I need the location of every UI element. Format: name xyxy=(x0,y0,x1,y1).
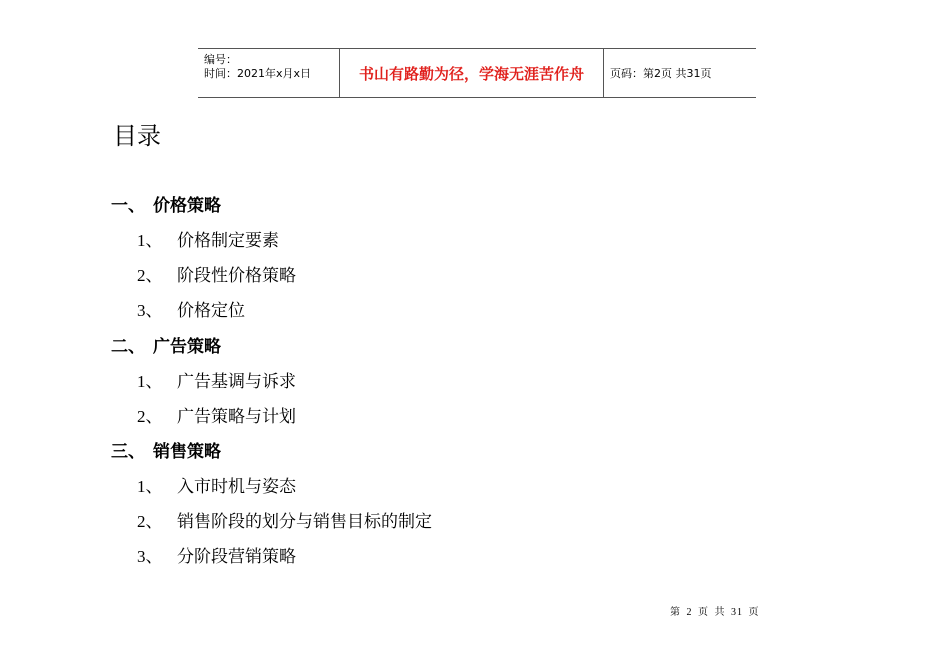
toc-section-3[interactable] xyxy=(111,437,221,462)
toc-item-number: 3、 xyxy=(137,547,163,566)
toc-item-text: 广告基调与诉求 xyxy=(177,372,296,392)
toc-item-text: 价格制定要素 xyxy=(177,231,279,251)
toc-item-number: 2、 xyxy=(137,407,163,426)
toc-section-1[interactable] xyxy=(111,191,221,216)
toc-section-title: 销售策略 xyxy=(153,442,221,462)
toc-item-text: 销售阶段的划分与销售目标的制定 xyxy=(177,512,432,532)
toc-item-number: 2、 xyxy=(137,266,163,285)
toc-section-title: 广告策略 xyxy=(153,337,221,357)
toc-title: 目录 xyxy=(113,122,161,150)
toc-item-number: 1、 xyxy=(137,477,163,496)
header-page-number: 页码：第2页 共31页 xyxy=(610,67,712,80)
toc-item-3-1[interactable] xyxy=(137,472,296,497)
toc-item-3-2[interactable] xyxy=(137,507,432,532)
page-footer xyxy=(670,603,760,618)
document-number-label: 编号： xyxy=(204,53,237,66)
footer-page-number: 第 2 页 共 31 页 xyxy=(670,607,760,618)
toc-item-text: 广告策略与计划 xyxy=(177,407,296,427)
toc-item-2-2[interactable] xyxy=(137,402,296,427)
toc-section-number: 二、 xyxy=(111,337,145,357)
toc-item-text: 阶段性价格策略 xyxy=(177,266,296,286)
toc-item-number: 2、 xyxy=(137,512,163,531)
toc-item-text: 价格定位 xyxy=(177,301,245,321)
toc-section-title: 价格策略 xyxy=(153,196,221,216)
toc-item-3-3[interactable] xyxy=(137,542,296,567)
toc-item-text: 分阶段营销策略 xyxy=(177,547,296,567)
toc-item-1-2[interactable] xyxy=(137,261,296,286)
toc-item-1-3[interactable] xyxy=(137,296,245,321)
toc-item-1-1[interactable] xyxy=(137,226,279,251)
toc-item-number: 3、 xyxy=(137,301,163,320)
toc-item-text: 入市时机与姿态 xyxy=(177,477,296,497)
toc-item-number: 1、 xyxy=(137,231,163,250)
toc-section-2[interactable] xyxy=(111,332,221,357)
toc-item-2-1[interactable] xyxy=(137,367,296,392)
header-motto: 书山有路勤为径，学海无涯苦作舟 xyxy=(358,64,584,83)
toc-section-number: 三、 xyxy=(111,442,145,462)
toc-item-number: 1、 xyxy=(137,372,163,391)
toc-section-number: 一、 xyxy=(111,196,145,216)
document-date: 时间：2021年x月x日 xyxy=(204,67,312,80)
